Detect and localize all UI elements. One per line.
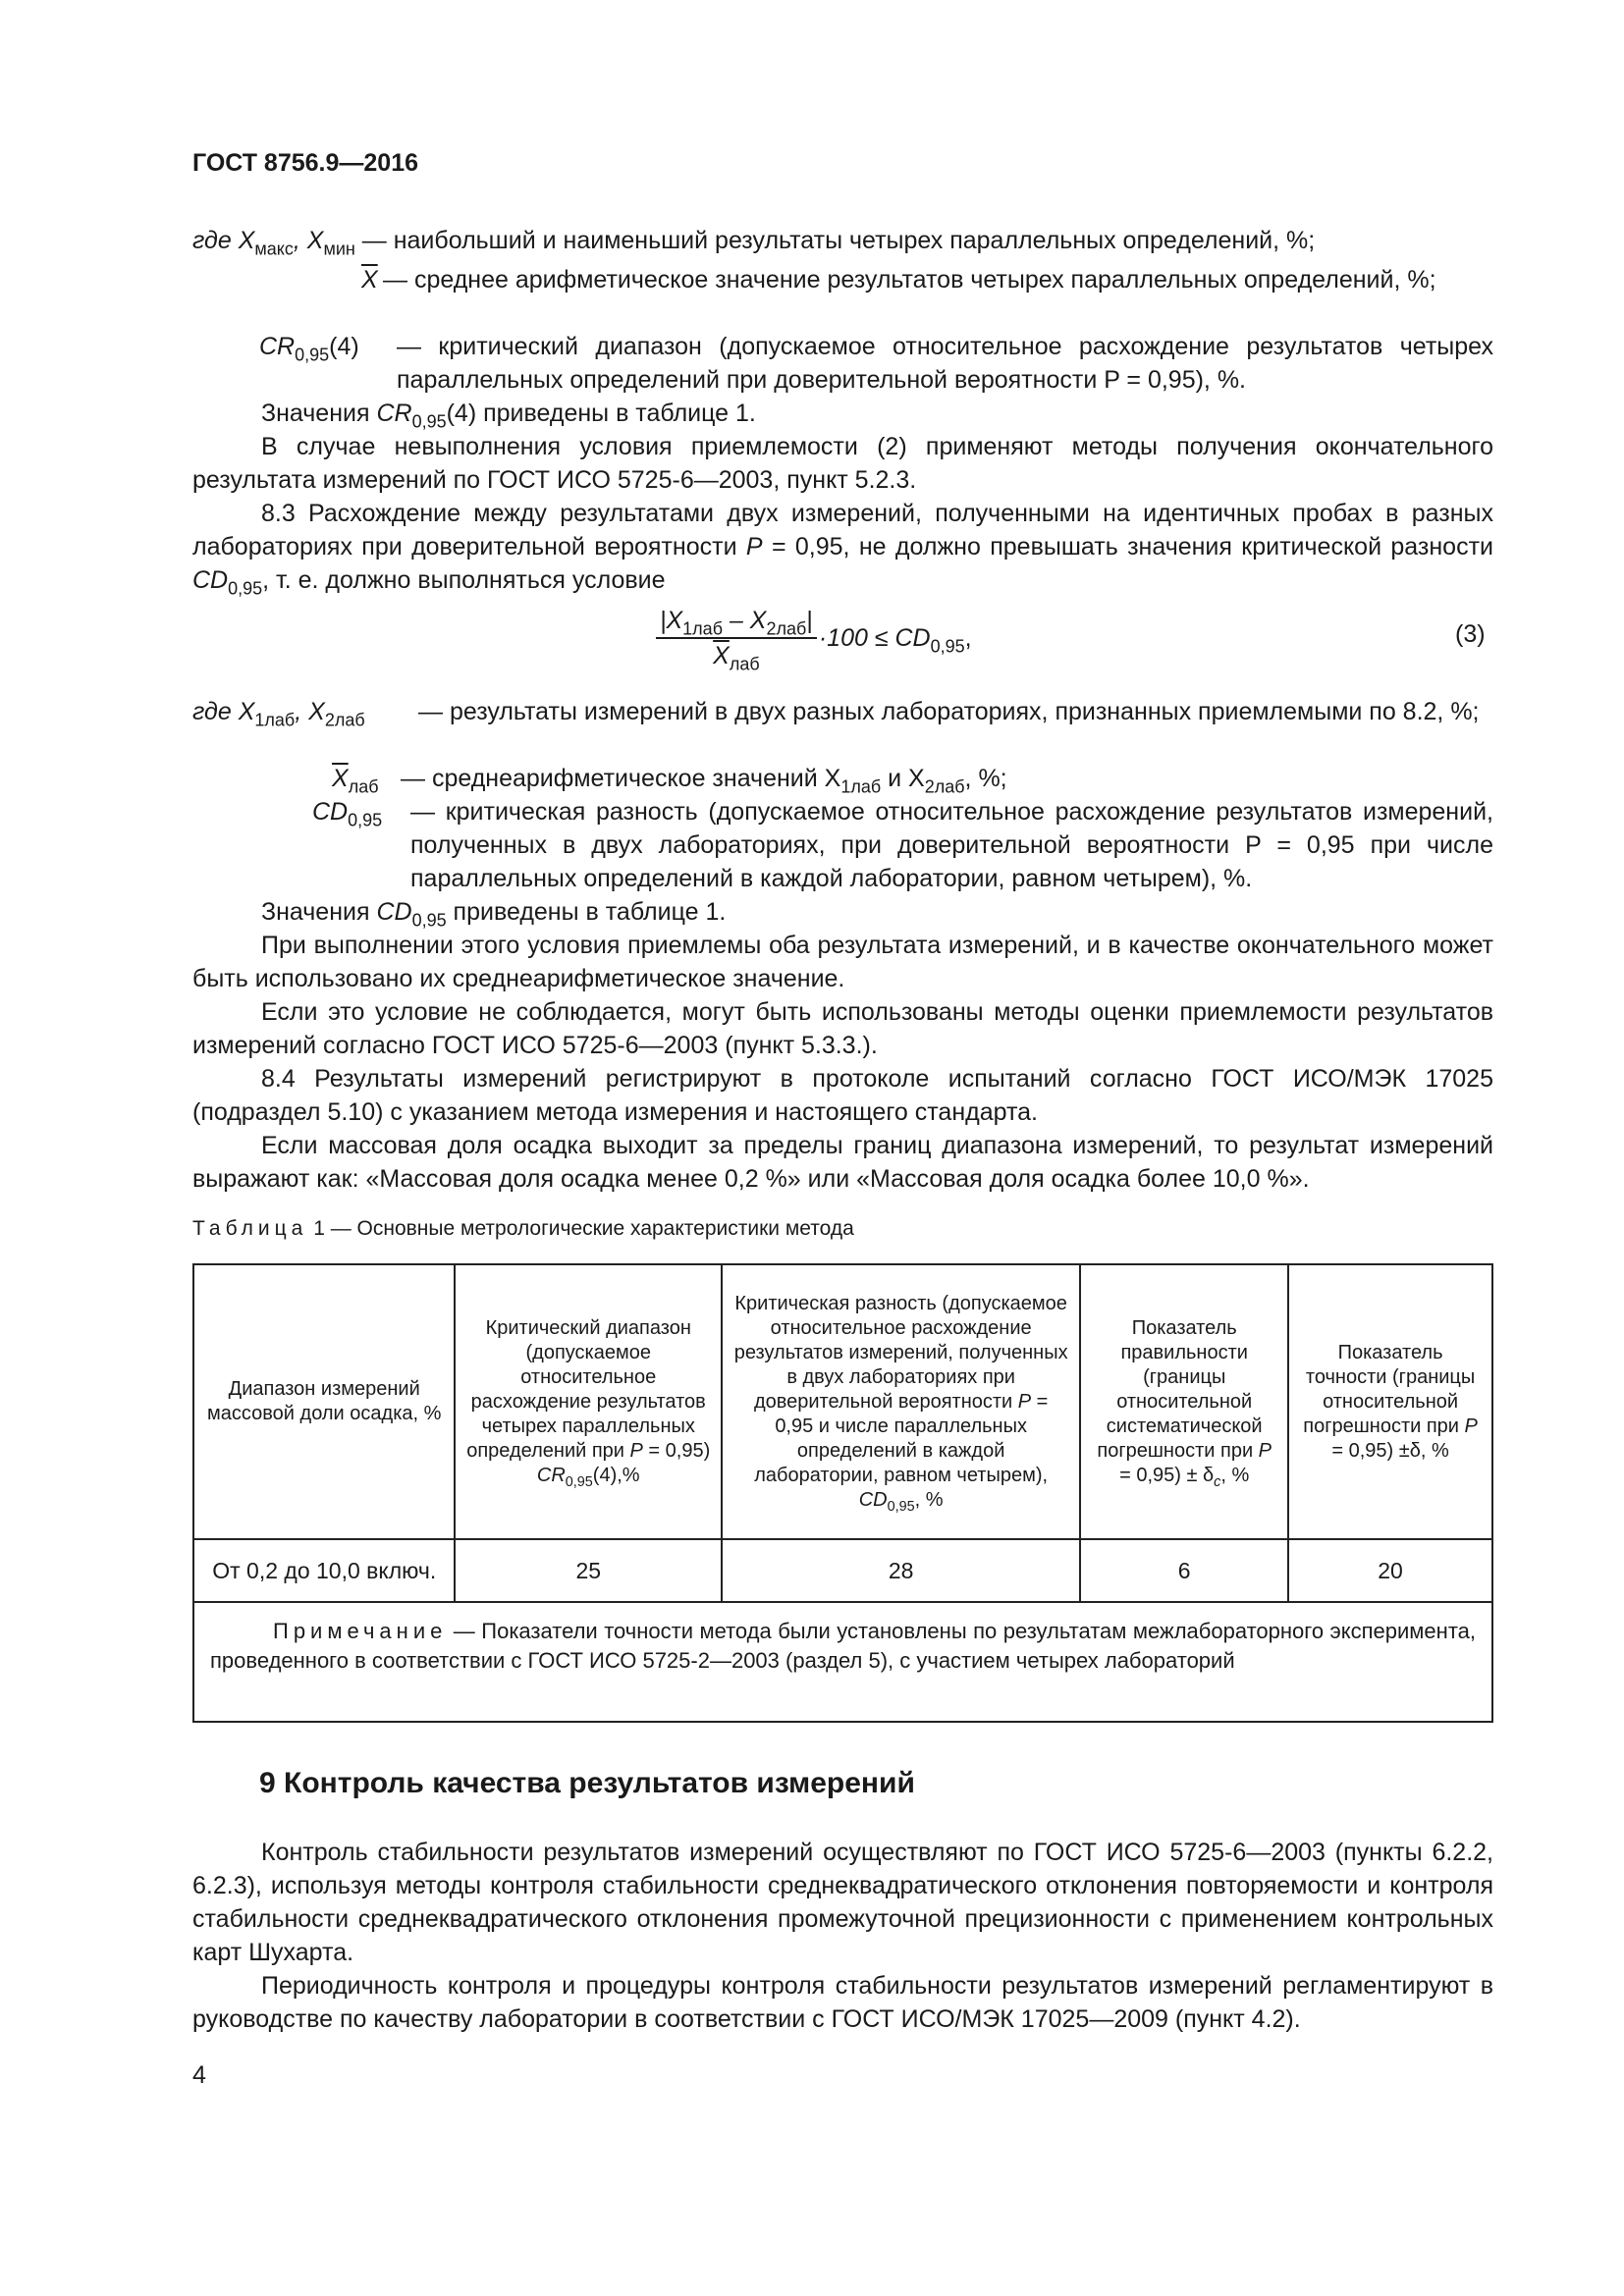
table-cell: 20 (1288, 1539, 1492, 1602)
term-text: где X (192, 227, 255, 254)
note-text: — Показатели точности метода были установлены по результатам межлабораторного эксперимента, проведенного в соответствии с ГОСТ ИСО 5725-2—2003 (раздел 5), с участием четырех лабораторий (210, 1619, 1476, 1673)
text: P (1258, 1439, 1272, 1462)
where-term-cd (312, 795, 382, 828)
definition-text: , %; (964, 765, 1007, 792)
text-sub: 0,95 (411, 910, 447, 931)
header-cell-cr (455, 1264, 722, 1539)
section-9-paragraph-2: Периодичность контроля и процедуры контроля стабильности результатов измерений регламентируют в руководстве по качеству лаборатории в соответствии с ГОСТ ИСО/МЭК 17025—2009 (пункт 4.2). (192, 1972, 1493, 2033)
term-text: , X (293, 227, 324, 254)
section-9-heading: 9 Контроль качества результатов измерений (259, 1767, 915, 1799)
paragraph-case: В случае невыполнения условия приемлемости (2) применяют методы получения окончательного результата измерений по ГОСТ ИСО 5725-6—2003, пункт 5.2.3. (192, 433, 1493, 494)
text-sub: 0,95 (565, 1473, 593, 1490)
where-term-x1-x2 (192, 695, 365, 728)
text: CR (376, 400, 412, 427)
formula-denominator (656, 639, 817, 672)
text: , % (914, 1488, 944, 1511)
page-header: ГОСТ 8756.9—2016 (192, 149, 419, 177)
text: Показатель точности (границы относительной погрешности при (1303, 1341, 1476, 1437)
term-sub: 2лаб (324, 710, 365, 730)
text: Критический диапазон (допускаемое относительное расхождение результатов четырех параллельных определений при (466, 1316, 706, 1462)
where-term-cr (259, 330, 359, 363)
text: P (745, 533, 763, 561)
text: $\overline{X}$ (713, 642, 730, 669)
term-sub: мин (323, 239, 355, 259)
definition-text: — критический диапазон (допускаемое относительное расхождение результатов четырех параллельных определений при доверительной вероятности P = 0,95), %. (397, 333, 1493, 394)
paragraph-ifnot: Если это условие не соблюдается, могут быть использованы методы оценки приемлемости результатов измерений согласно ГОСТ ИСО 5725-6—2003 (пункт 5.3.3.). (192, 998, 1493, 1059)
paragraph-8-4: 8.4 Результаты измерений регистрируют в протоколе испытаний согласно ГОСТ ИСО/МЭК 17025 (подраздел 5.10) с указанием метода измерения и настоящего стандарта. (192, 1065, 1493, 1126)
term-sub: 0,95 (295, 345, 330, 365)
text: = 0,95 и числе параллельных определений в каждой лаборатории, равном четырем), (754, 1390, 1049, 1486)
text: Показатель правильности (границы относительной систематической погрешности при (1097, 1316, 1263, 1462)
where-definition (410, 795, 1493, 895)
formula-3 (656, 604, 972, 672)
table-caption (192, 1217, 854, 1241)
text: , (964, 623, 972, 652)
text: 8.3 Расхождение между результатами двух измерений, полученными на идентичных пробах в разных лабораториях при доверительной вероятности (192, 500, 1493, 561)
text: = 0,95) (642, 1439, 711, 1462)
definition-text: — критическая разность (допускаемое относительное расхождение результатов измерений, полученных в двух лабораториях, при доверительной вероятности P = 0,95 при числе параллельных определений в каждой лаборатории, равном четырем), %. (410, 798, 1493, 892)
text: = 0,95) ±δ, % (1331, 1439, 1449, 1462)
term-text: CD (312, 798, 349, 826)
text-sub: 0,95 (411, 411, 447, 432)
formula-number: (3) (1455, 620, 1486, 648)
text: Значения (261, 898, 377, 926)
text: , % (1220, 1464, 1250, 1486)
formula-numerator (656, 604, 817, 639)
term-sub: макс (254, 239, 294, 259)
text-sub: 0,95 (887, 1498, 915, 1515)
term-text: где X (192, 698, 255, 725)
text: приведены в таблице 1. (446, 898, 727, 926)
term-text: $\overline{X}$ (361, 266, 378, 294)
header-cell-accuracy (1288, 1264, 1492, 1539)
note-label: Примечание (273, 1619, 448, 1643)
term-text: $\overline{X}$ (332, 765, 349, 792)
where-definition (401, 762, 1493, 795)
paragraph-both: При выполнении этого условия приемлемы оба результата измерений, и в качестве окончательного может быть использовано их среднеарифметическое значение. (192, 932, 1493, 992)
text: , т. е. должно выполняться условие (262, 566, 666, 594)
table-cell: 28 (722, 1539, 1080, 1602)
text: = 0,95) ± δ (1119, 1464, 1215, 1486)
term-text: (4) (329, 333, 359, 360)
header-cell-cd (722, 1264, 1080, 1539)
text-sub: 1лаб (682, 618, 724, 639)
text: (4),% (592, 1464, 640, 1486)
where-term-xlab (332, 762, 379, 795)
text: Критическая разность (допускаемое относительное расхождение результатов измерений, полученных в двух лабораториях при доверительной вероятности (733, 1292, 1068, 1413)
text: P (1017, 1390, 1032, 1413)
paragraph-values-cr (192, 397, 1493, 430)
text: (4) приведены в таблице 1. (446, 400, 756, 427)
text-sub: 0,95 (930, 635, 965, 656)
text: = 0,95, не должно превышать значения критической разности (762, 533, 1493, 561)
definition-text: — среднее арифметическое значение результатов четырех параллельных определений, %; (383, 266, 1436, 294)
term-sub: 1лаб (254, 710, 296, 730)
paragraph-mass: Если массовая доля осадка выходит за пределы границ диапазона измерений, то результат измерений выражают как: «Массовая доля осадка менее 0,2 %» или «Массовая доля осадка более 10,0 %». (192, 1132, 1493, 1193)
text: CD (376, 898, 412, 926)
where-definition (383, 263, 1493, 296)
text-sub: c (1214, 1473, 1221, 1490)
caption-label: Таблица (192, 1217, 308, 1240)
section-9-paragraph-1: Контроль стабильности результатов измерений осуществляют по ГОСТ ИСО 5725-6—2003 (пункты 6.2.2, 6.2.3), используя методы контроля стабильности среднеквадратического отклонения повторяемости и контроля стабильности среднеквадратического отклонения промежуточной прецизионности с применением контрольных карт Шухарта. (192, 1839, 1493, 1966)
table-note-row (193, 1602, 1492, 1722)
text: – X (723, 607, 767, 634)
text: Значения (261, 400, 377, 427)
formula-fraction (656, 604, 817, 672)
text-sub: лаб (729, 654, 760, 674)
page-number: 4 (192, 2061, 206, 2089)
where-definition (397, 330, 1493, 397)
term-text: , X (295, 698, 325, 725)
where-definition (418, 695, 1493, 728)
definition-text: — результаты измерений в двух разных лабораториях, признанных приемлемыми по 8.2, %; (418, 698, 1480, 725)
caption-text: 1 — Основные метрологические характеристики метода (313, 1217, 854, 1240)
text: P (629, 1439, 643, 1462)
metrology-table (192, 1263, 1493, 1723)
text: CD (192, 566, 229, 594)
definition-text: и X (881, 765, 925, 792)
table-cell: 6 (1080, 1539, 1288, 1602)
table-cell: От 0,2 до 10,0 включ. (193, 1539, 455, 1602)
text-sub: 1лаб (840, 776, 882, 797)
table-header-row (193, 1264, 1492, 1539)
table-note (193, 1602, 1492, 1722)
where-definition: — наибольший и наименьший результаты четырех параллельных определений, %; (354, 227, 1316, 254)
text: | (806, 607, 813, 634)
text: |X (660, 607, 683, 634)
where-term-xbar (361, 263, 378, 296)
text-sub: 2лаб (924, 776, 965, 797)
text-sub: 2лаб (766, 618, 807, 639)
term-sub: 0,95 (348, 810, 383, 830)
text: P (1464, 1415, 1478, 1437)
paragraph-values-cd (192, 895, 1493, 929)
text: CD (858, 1488, 888, 1511)
formula-tail (818, 623, 972, 656)
text: CR (536, 1464, 566, 1486)
paragraph-8-3 (192, 497, 1493, 597)
term-text: CR (259, 333, 296, 360)
text: ·100 ≤ CD (818, 623, 931, 652)
header-cell-trueness (1080, 1264, 1288, 1539)
text-sub: 0,95 (228, 578, 263, 599)
definition-text: — среднеарифметическое значений X (401, 765, 841, 792)
where-term-xmax-xmin (192, 224, 1315, 257)
table-cell: 25 (455, 1539, 722, 1602)
header-cell-range: Диапазон измерений массовой доли осадка, % (193, 1264, 455, 1539)
table-row (193, 1539, 1492, 1602)
term-sub: лаб (348, 776, 379, 797)
